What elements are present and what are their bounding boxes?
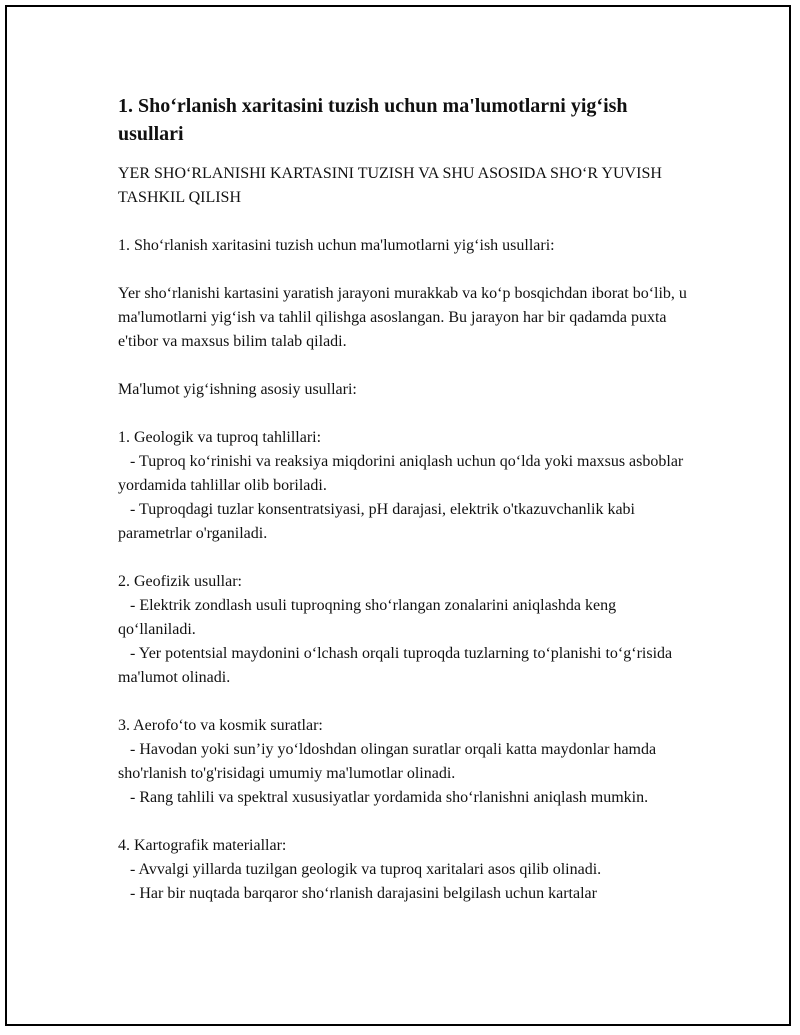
- paragraph-gap: [118, 258, 688, 282]
- section-cartographic: [118, 834, 688, 906]
- section-geological: [118, 426, 688, 546]
- document-subtitle: YER SHO‘RLANISHI KARTASINI TUZISH VA SHU ASOSIDA SHO‘R YUVISH TASHKIL QILISH: [118, 165, 662, 206]
- methods-heading: Ma'lumot yig‘ishning asosiy usullari:: [118, 381, 357, 398]
- intro-heading: 1. Sho‘rlanish xaritasini tuzish uchun ma'lumotlarni yig‘ish usullari:: [118, 237, 555, 254]
- paragraph-gap: [118, 354, 688, 378]
- paragraph-gap: [118, 810, 688, 834]
- section-heading: 3. Aerofo‘to va kosmik suratlar:: [118, 717, 323, 734]
- paragraph-gap: [118, 210, 688, 234]
- section-bullet: - Tuproqdagi tuzlar konsentratsiyasi, pH darajasi, elektrik o'tkazuvchanlik kabi parametrlar o'rganiladi.: [118, 501, 635, 542]
- section-bullet: - Avvalgi yillarda tuzilgan geologik va tuproq xaritalari asos qilib olinadi.: [130, 861, 602, 878]
- section-heading: 1. Geologik va tuproq tahlillari:: [118, 429, 322, 446]
- section-bullet: - Rang tahlili va spektral xususiyatlar yordamida sho‘rlanishni aniqlash mumkin.: [130, 789, 649, 806]
- section-bullet: - Yer potentsial maydonini o‘lchash orqali tuproqda tuzlarning to‘planishi to‘g‘risida ma'lumot olinadi.: [118, 645, 673, 686]
- section-heading: 2. Geofizik usullar:: [118, 573, 242, 590]
- paragraph-gap: [118, 690, 688, 714]
- section-bullet: - Tuproq ko‘rinishi va reaksiya miqdorini aniqlash uchun qo‘lda yoki maxsus asboblar yordamida tahlillar olib boriladi.: [118, 453, 684, 494]
- paragraph-gap: [118, 546, 688, 570]
- document-title: 1. Sho‘rlanish xaritasini tuzish uchun ma'lumotlarni yig‘ish usullari: [118, 95, 628, 145]
- section-heading: 4. Kartografik materiallar:: [118, 837, 287, 854]
- section-aerial-imagery: [118, 714, 688, 810]
- section-bullet: - Elektrik zondlash usuli tuproqning sho‘rlangan zonalarini aniqlashda keng qo‘llaniladi.: [118, 597, 617, 638]
- section-geophysical: [118, 570, 688, 690]
- section-bullet: - Har bir nuqtada barqaror sho‘rlanish darajasini belgilash uchun kartalar: [130, 885, 597, 902]
- document-body: [118, 92, 688, 906]
- intro-paragraph: Yer sho‘rlanishi kartasini yaratish jarayoni murakkab va ko‘p bosqichdan iborat bo‘lib, u ma'lumotlarni yig‘ish va tahlil qilishga asoslangan. Bu jarayon har bir qadamda puxta e'tibor va maxsus bilim talab qiladi.: [118, 285, 687, 350]
- section-bullet: - Havodan yoki sun’iy yo‘ldoshdan olingan suratlar orqali katta maydonlar hamda sho'rlanish to'g'risidagi umumiy ma'lumotlar olinadi.: [118, 741, 657, 782]
- paragraph-gap: [118, 402, 688, 426]
